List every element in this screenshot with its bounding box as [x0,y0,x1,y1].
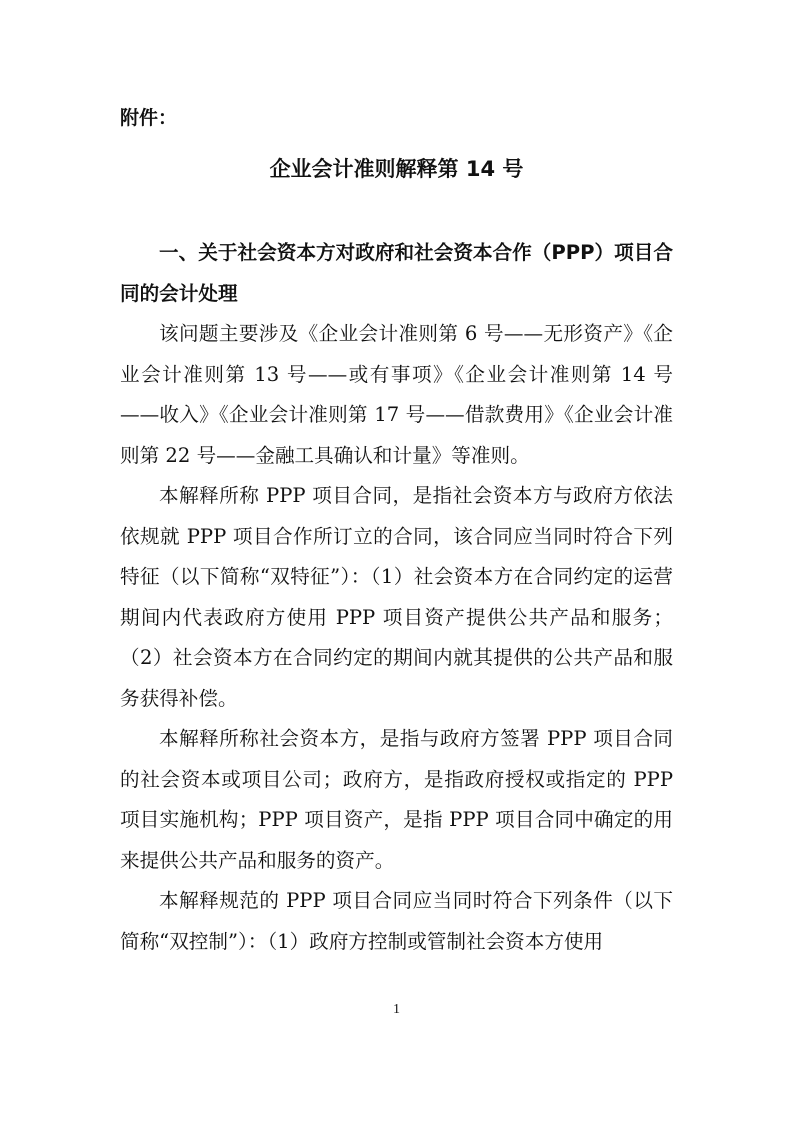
paragraph-related-standards: 该问题主要涉及《企业会计准则第 6 号——无形资产》《企业会计准则第 13 号——或有事项》《企业会计准则第 14 号——收入》《企业会计准则第 17 号——借款费用》《企业会计准则第 22 号——金融工具确认和计量》等准则。 [120,322,673,467]
paragraph-ppp-contract-definition: 本解释所称 PPP 项目合同，是指社会资本方与政府方依法依规就 PPP 项目合作所订立的合同，该合同应当同时符合下列特征（以下简称“双特征”）：（1）社会资本方在合同约定的运营期间内代表政府方使用 PPP 项目资产提供公共产品和服务；（2）社会资本方在合同约定的期间内就其提供的公共产品和服务获得补偿。 [120,484,673,710]
page-number: 1 [393,1002,400,1017]
document-body [120,233,673,962]
document-title: 企业会计准则解释第 14 号 [269,157,524,181]
attachment-label: 附件： [120,107,178,129]
paragraph-party-definitions: 本解释所称社会资本方，是指与政府方签署 PPP 项目合同的社会资本或项目公司；政府方，是指政府授权或指定的 PPP 项目实施机构；PPP 项目资产，是指 PPP 项目合同中确定的用来提供公共产品和服务的资产。 [120,727,673,872]
paragraph-dual-control-conditions: 本解释规范的 PPP 项目合同应当同时符合下列条件（以下简称“双控制”）：（1）政府方控制或管制社会资本方使用 [120,889,673,953]
section-heading: 一、关于社会资本方对政府和社会资本合作（PPP）项目合同的会计处理 [120,241,673,305]
